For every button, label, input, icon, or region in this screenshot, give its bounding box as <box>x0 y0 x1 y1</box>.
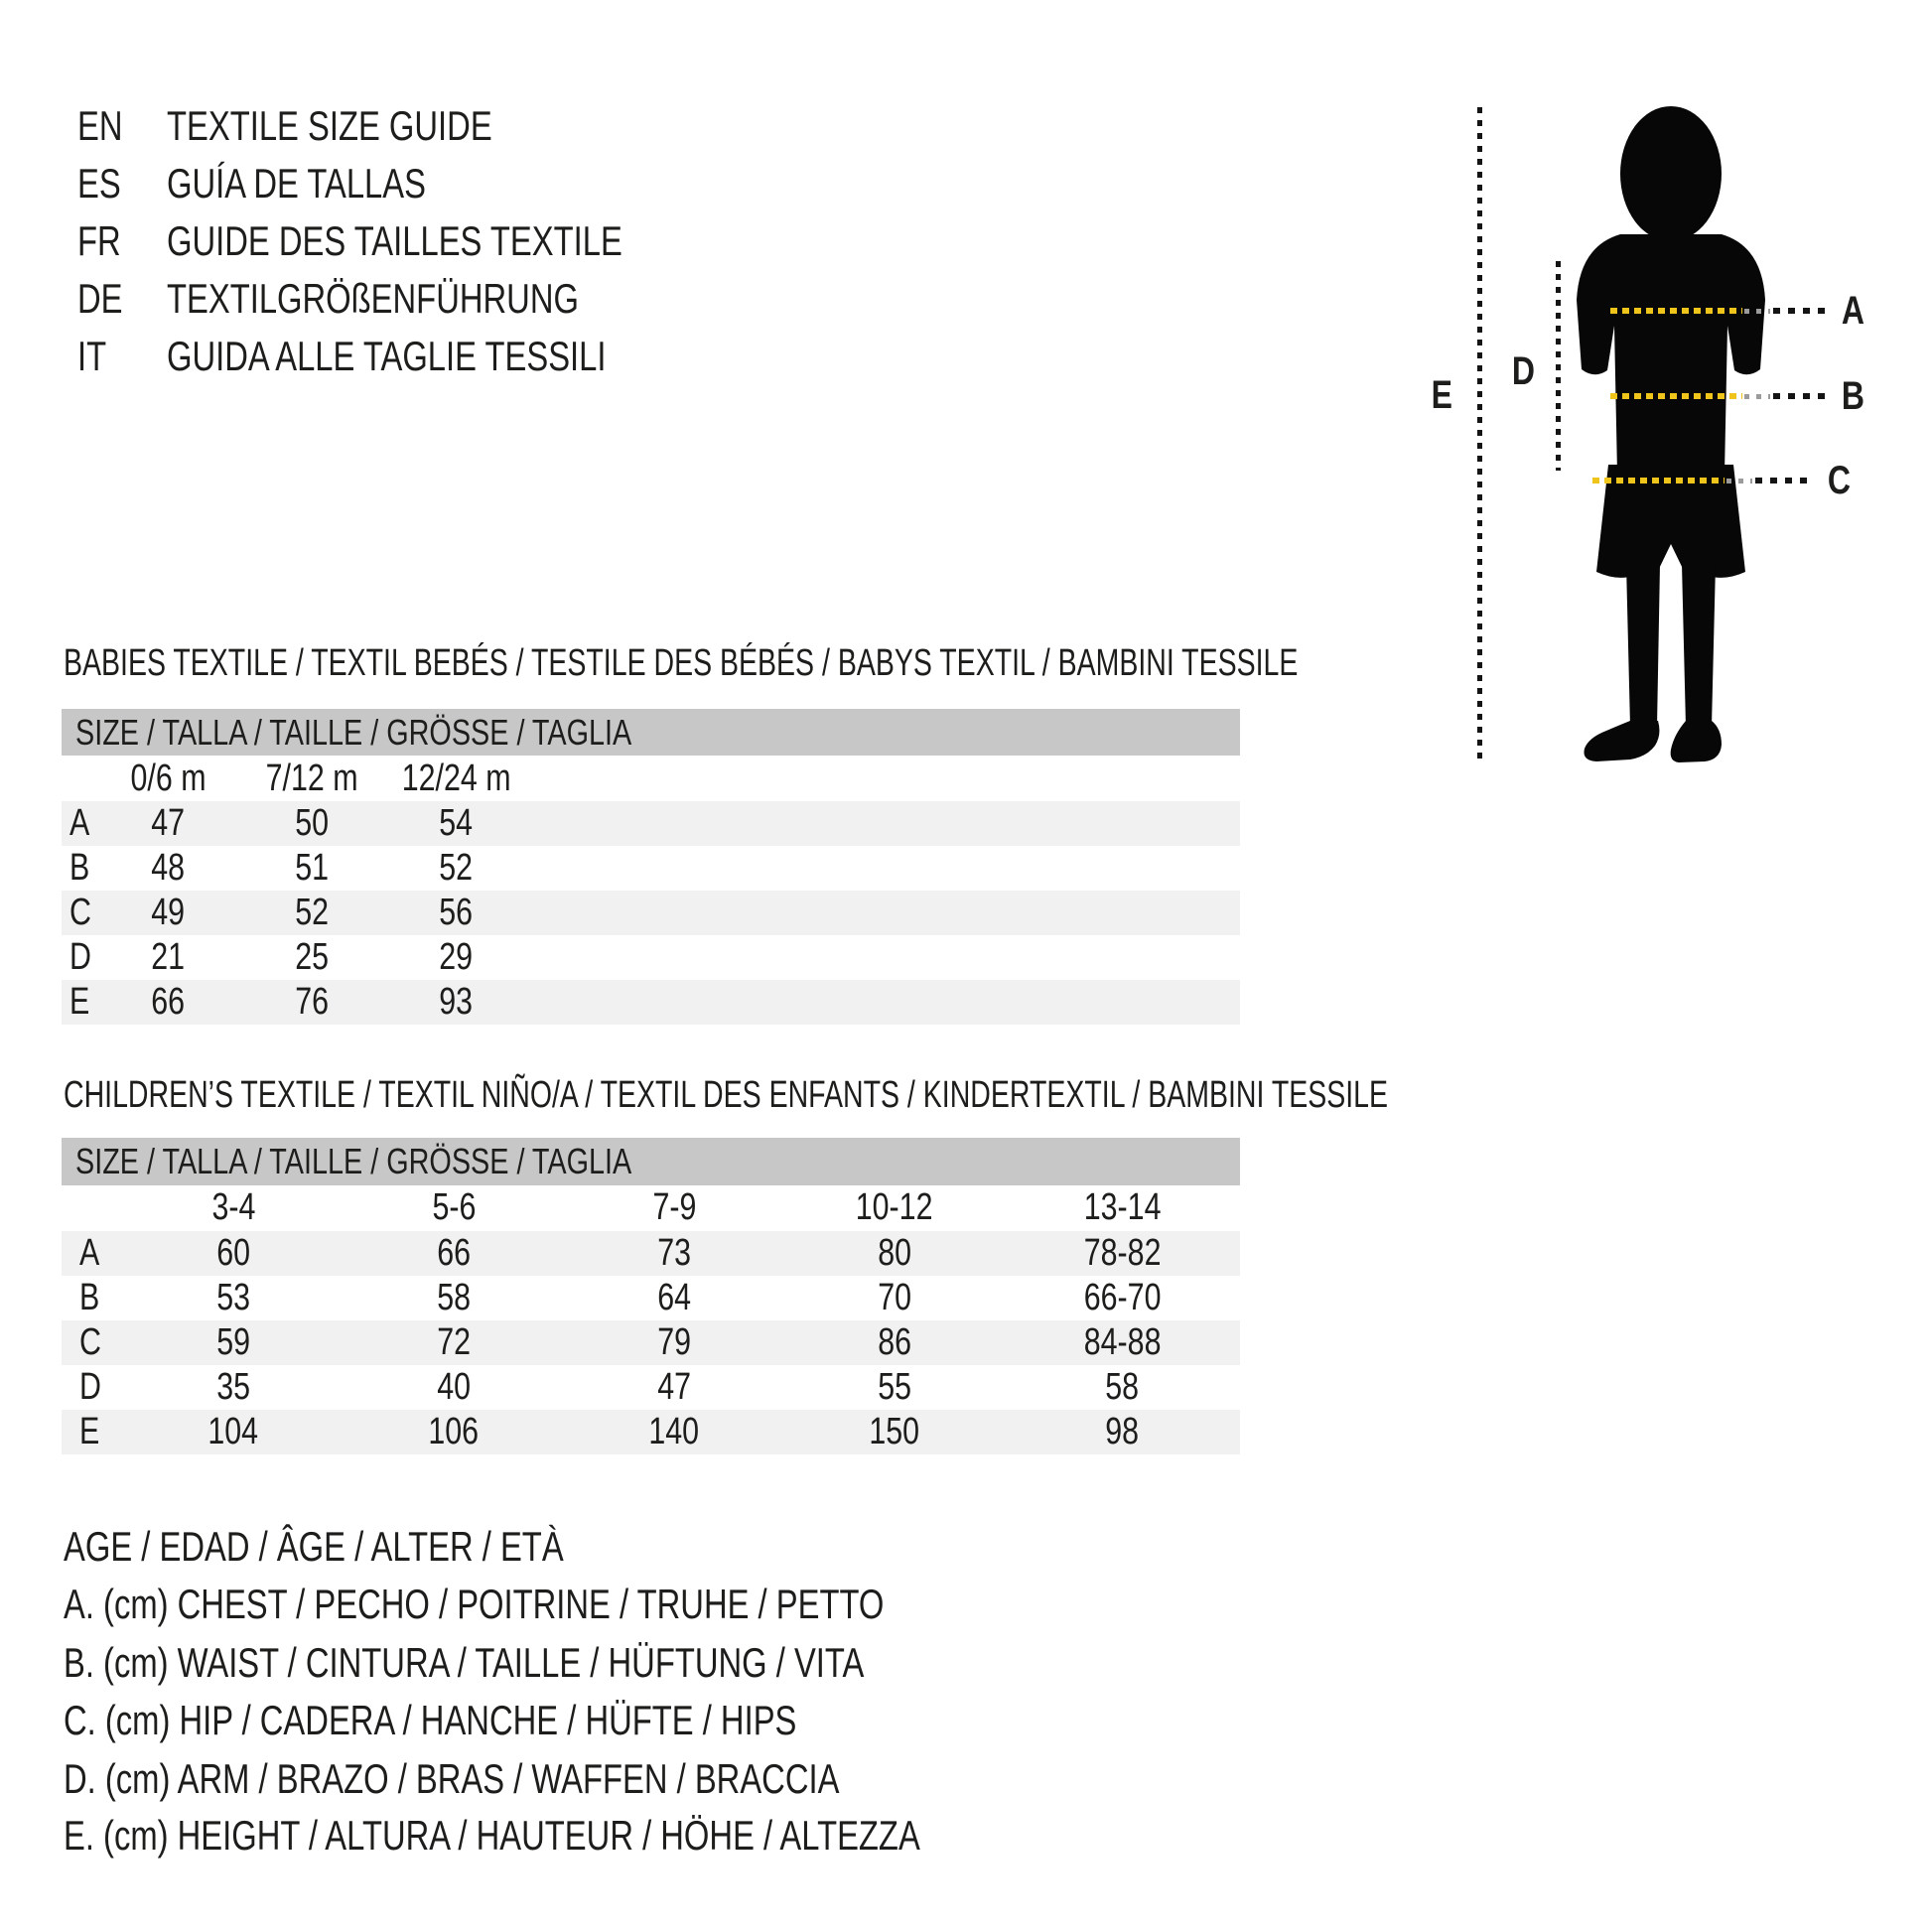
children-column-header: 3-4 <box>211 1185 255 1228</box>
table-row <box>62 980 1240 1025</box>
legend-arm-line: D. (cm) ARM / BRAZO / BRAS / WAFFEN / BRACCIA <box>64 1755 840 1802</box>
header-row-it <box>77 333 971 380</box>
silhouette-shirt <box>1577 234 1765 475</box>
lang-code-fr: FR <box>77 217 121 264</box>
lang-code-es: ES <box>77 160 121 207</box>
table-cell: 29 <box>439 936 474 978</box>
table-cell: 60 <box>216 1231 250 1274</box>
table-cell: 79 <box>657 1320 691 1363</box>
lang-title-fr: GUIDE DES TAILLES TEXTILE <box>167 217 622 264</box>
babies-size-header-bar: SIZE / TALLA / TAILLE / GRÖSSE / TAGLIA <box>62 709 1240 756</box>
table-cell: 25 <box>295 936 330 978</box>
children-size-header-bar: SIZE / TALLA / TAILLE / GRÖSSE / TAGLIA <box>62 1138 1240 1185</box>
table-cell: 52 <box>439 847 474 889</box>
table-cell: 58 <box>1105 1365 1140 1408</box>
babies-column-header: 7/12 m <box>266 757 358 799</box>
table-row <box>62 935 1240 980</box>
table-cell: 84-88 <box>1083 1320 1162 1363</box>
table-cell: 53 <box>216 1276 250 1318</box>
table-cell: 80 <box>878 1231 911 1274</box>
children-column-header: 5-6 <box>432 1185 476 1228</box>
row-label: E <box>69 981 90 1023</box>
table-cell: 106 <box>428 1410 480 1452</box>
table-cell: 104 <box>207 1410 259 1452</box>
babies-column-header: 12/24 m <box>401 757 511 799</box>
legend-waist-line: B. (cm) WAIST / CINTURA / TAILLE / HÜFTUNG / VITA <box>64 1639 865 1686</box>
table-row <box>62 1365 1240 1410</box>
children-column-header: 13-14 <box>1083 1185 1162 1228</box>
header-row-en <box>77 102 971 150</box>
table-row <box>62 891 1240 935</box>
waist-measure-dash-line <box>1610 393 1742 399</box>
table-row <box>62 1320 1240 1365</box>
row-label: B <box>79 1276 100 1318</box>
lang-title-it: GUIDA ALLE TAGLIE TESSILI <box>167 333 607 379</box>
waist-measure-label: B <box>1841 373 1864 418</box>
chest-measure-dash-line <box>1610 308 1742 314</box>
row-label: E <box>79 1410 100 1452</box>
table-cell: 140 <box>648 1410 700 1452</box>
row-label: D <box>79 1365 101 1408</box>
table-row <box>62 1276 1240 1320</box>
hip-measure-fade-dots <box>1726 479 1752 483</box>
row-label: B <box>69 847 90 889</box>
header-row-fr <box>77 217 971 265</box>
table-cell: 72 <box>437 1320 471 1363</box>
legend-hip-line: C. (cm) HIP / CADERA / HANCHE / HÜFTE / HIPS <box>64 1697 797 1743</box>
legend-height-line: E. (cm) HEIGHT / ALTURA / HAUTEUR / HÖHE / ALTEZZA <box>64 1812 920 1859</box>
chest-measure-fade-dots <box>1744 309 1770 314</box>
table-cell: 54 <box>439 802 474 844</box>
header-row-es <box>77 160 971 207</box>
table-cell: 70 <box>878 1276 911 1318</box>
table-cell: 59 <box>216 1320 250 1363</box>
table-cell: 78-82 <box>1083 1231 1162 1274</box>
table-row <box>62 801 1240 846</box>
chest-measure-label: A <box>1841 288 1864 333</box>
babies-column-header-row <box>62 756 1240 801</box>
lang-title-es: GUÍA DE TALLAS <box>167 160 426 207</box>
legend-chest-line: A. (cm) CHEST / PECHO / POITRINE / TRUHE / PETTO <box>64 1581 885 1627</box>
silhouette-right-shoe <box>1671 721 1722 762</box>
table-cell: 150 <box>869 1410 920 1452</box>
table-cell: 47 <box>151 802 186 844</box>
table-cell: 48 <box>151 847 186 889</box>
table-cell: 73 <box>657 1231 691 1274</box>
row-label: D <box>69 936 91 978</box>
table-cell: 21 <box>151 936 186 978</box>
table-cell: 56 <box>439 892 474 933</box>
table-cell: 93 <box>439 981 474 1023</box>
table-cell: 52 <box>295 892 330 933</box>
waist-measure-fade-dots <box>1744 394 1770 399</box>
table-cell: 55 <box>878 1365 911 1408</box>
table-cell: 64 <box>657 1276 691 1318</box>
legend-age-line: AGE / EDAD / ÂGE / ALTER / ETÀ <box>64 1523 564 1570</box>
row-label: C <box>69 892 91 933</box>
table-cell: 40 <box>437 1365 471 1408</box>
lang-code-de: DE <box>77 275 123 322</box>
height-measure-label: E <box>1431 372 1452 417</box>
children-section-title: CHILDREN’S TEXTILE / TEXTIL NIÑO/A / TEXTIL DES ENFANTS / KINDERTEXTIL / BAMBINI TESSILE <box>64 1073 1389 1116</box>
chest-measure-dots <box>1773 308 1829 314</box>
babies-size-table <box>62 709 1240 1025</box>
header-row-de <box>77 275 971 323</box>
table-cell: 49 <box>151 892 186 933</box>
arm-measure-label: D <box>1511 348 1535 393</box>
lang-code-it: IT <box>77 333 107 379</box>
table-cell: 66 <box>151 981 186 1023</box>
babies-column-header: 0/6 m <box>130 757 207 799</box>
lang-title-de: TEXTILGRÖßENFÜHRUNG <box>167 275 579 322</box>
table-cell: 50 <box>295 802 330 844</box>
children-column-header: 10-12 <box>856 1185 933 1228</box>
row-label: C <box>79 1320 101 1363</box>
waist-measure-dots <box>1773 393 1829 399</box>
table-cell: 51 <box>295 847 330 889</box>
table-row <box>62 846 1240 891</box>
children-size-table <box>62 1138 1240 1454</box>
hip-measure-label: C <box>1827 458 1851 502</box>
arm-measure-dotted-line <box>1556 261 1561 471</box>
table-row <box>62 1410 1240 1454</box>
lang-code-en: EN <box>77 102 123 149</box>
children-column-header-row <box>62 1185 1240 1231</box>
table-row <box>62 1231 1240 1276</box>
row-label: A <box>79 1231 100 1274</box>
table-cell: 86 <box>878 1320 911 1363</box>
babies-section-title: BABIES TEXTILE / TEXTIL BEBÉS / TESTILE DES BÉBÉS / BABYS TEXTIL / BAMBINI TESSILE <box>64 641 1299 684</box>
hip-measure-dots <box>1755 478 1811 483</box>
table-cell: 66 <box>437 1231 471 1274</box>
table-cell: 66-70 <box>1083 1276 1162 1318</box>
hip-measure-dash-line <box>1592 478 1725 483</box>
row-label: A <box>69 802 90 844</box>
table-cell: 58 <box>437 1276 471 1318</box>
lang-title-en: TEXTILE SIZE GUIDE <box>167 102 492 149</box>
table-cell: 98 <box>1105 1410 1140 1452</box>
children-column-header: 7-9 <box>652 1185 696 1228</box>
silhouette-left-shoe <box>1585 721 1660 761</box>
table-cell: 47 <box>657 1365 691 1408</box>
table-cell: 76 <box>295 981 330 1023</box>
table-cell: 35 <box>216 1365 250 1408</box>
